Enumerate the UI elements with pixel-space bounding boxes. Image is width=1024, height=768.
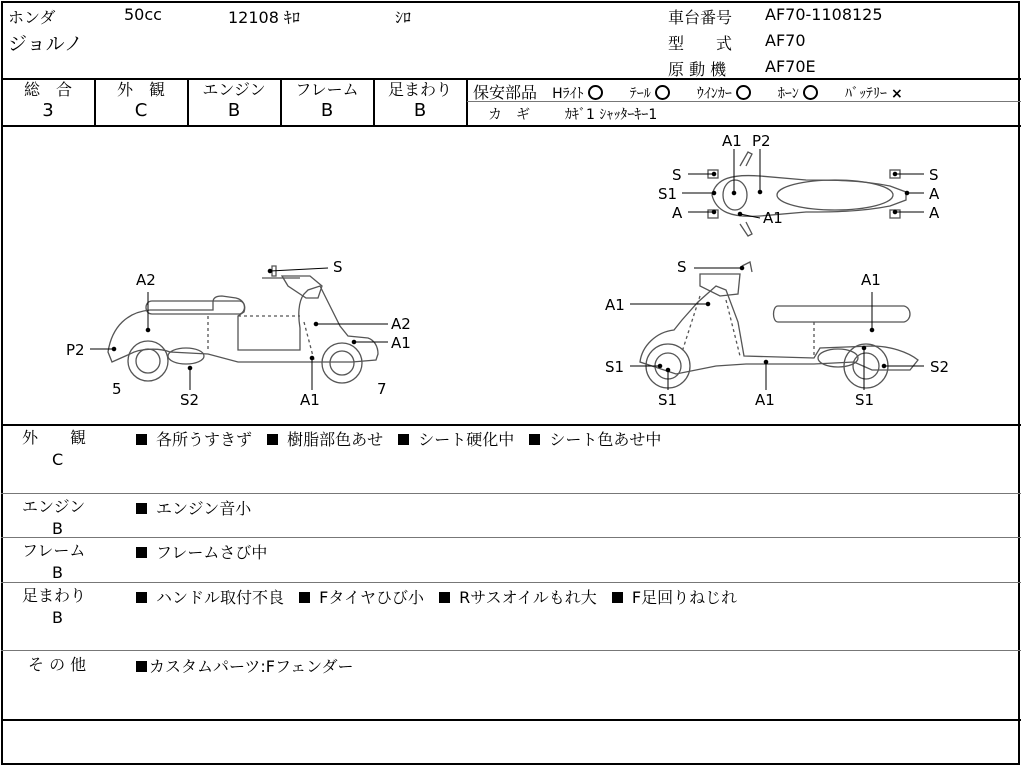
engine-label: 原 動 機 (668, 60, 727, 79)
label-top-a1: A1 (722, 132, 742, 150)
label-left-a2-top: A2 (136, 271, 156, 289)
label-top-a-right1: A (929, 185, 940, 203)
damage-diagram (0, 126, 1022, 424)
safety-horn: ﾎｰﾝ (778, 86, 818, 102)
section-frame-items (136, 540, 277, 563)
ok-circle-icon (736, 85, 751, 100)
list-item: 樹脂部色あせ (267, 430, 383, 449)
frame-no-label: 車台番号 (668, 8, 733, 27)
color: ｼﾛ (395, 8, 412, 27)
label-top-s-right: S (929, 166, 939, 184)
label-left-a1-right: A1 (391, 334, 411, 352)
label-left-7: 7 (377, 380, 387, 398)
list-item: カスタムパーツ:Fフェンダー (136, 657, 354, 676)
section-other-items (136, 654, 364, 677)
safety-taillight: ﾃｰﾙ (630, 86, 670, 102)
label-top-p2: P2 (752, 132, 771, 150)
list-item: フレームさび中 (136, 543, 267, 562)
type-label: 型 式 (668, 34, 733, 53)
label-left-a2-mid: A2 (391, 315, 411, 333)
frame-no: AF70-1108125 (765, 5, 883, 24)
section-frame-label: フレーム B (22, 541, 86, 582)
section-engine-label: エンジン B (22, 497, 86, 538)
ok-circle-icon (588, 85, 603, 100)
section-suspension-items (136, 585, 747, 608)
label-right-s2: S2 (930, 358, 950, 376)
list-item: Fタイヤひび小 (299, 588, 424, 607)
label-left-s: S (333, 258, 343, 276)
label-right-s1-left: S1 (605, 358, 625, 376)
label-right-s1-bottom: S1 (658, 391, 678, 409)
engine-value: AF70E (765, 57, 816, 76)
displacement: 50cc (124, 5, 162, 24)
label-left-a1-bottom: A1 (300, 391, 320, 409)
safety-parts (473, 80, 903, 103)
grade-suspension: 足まわり B (387, 80, 452, 121)
section-exterior-label: 外 観 C (22, 428, 87, 469)
ok-circle-icon (655, 85, 670, 100)
list-item: エンジン音小 (136, 499, 251, 518)
list-item: 各所うすきず (136, 430, 252, 449)
label-right-a1-bottom: A1 (755, 391, 775, 409)
grade-frame: フレーム B (295, 80, 359, 121)
scooter-top-view (708, 152, 906, 236)
safety-headlight: Hﾗｲﾄ (552, 86, 603, 102)
section-other-label: そ の 他 (28, 655, 87, 674)
label-right-a1-front: A1 (605, 296, 625, 314)
label-top-a-right2: A (929, 204, 940, 222)
ok-circle-icon (803, 85, 818, 100)
label-left-5: 5 (112, 380, 122, 398)
label-top-a1-bottom: A1 (763, 209, 783, 227)
safety-battery: ﾊﾞｯﾃﾘｰ × (845, 86, 903, 102)
label-left-s2: S2 (180, 391, 200, 409)
safety-winker: ｳｲﾝｶｰ (697, 86, 751, 102)
safety-label: 保安部品 (473, 83, 538, 102)
list-item: ハンドル取付不良 (136, 588, 284, 607)
label-top-s1: S1 (658, 185, 678, 203)
maker: ホンダ (8, 8, 56, 27)
grade-overall: 総 合 3 (23, 80, 72, 121)
grade-exterior: 外 観 C (116, 80, 165, 121)
grade-engine: エンジン B (202, 80, 266, 121)
list-item: F足回りねじれ (612, 588, 737, 607)
ng-cross-icon: × (891, 86, 903, 102)
label-left-p2: P2 (66, 341, 85, 359)
label-right-s: S (677, 258, 687, 276)
list-item: Rサスオイルもれ大 (439, 588, 597, 607)
list-item: シート色あせ中 (529, 430, 661, 449)
key-label: カ ギ (488, 107, 530, 123)
label-top-s-left: S (672, 166, 682, 184)
label-right-s1-rear: S1 (855, 391, 875, 409)
section-suspension-label: 足まわり B (22, 586, 87, 627)
section-exterior-items (136, 427, 671, 450)
section-engine-items (136, 496, 261, 519)
label-top-a-left: A (672, 204, 683, 222)
list-item: シート硬化中 (398, 430, 514, 449)
label-right-a1-seat: A1 (861, 271, 881, 289)
key-value: ｶｷﾞ1 ｼｬｯﾀｰｷｰ1 (565, 107, 658, 123)
type-value: AF70 (765, 31, 806, 50)
mileage: 12108 ｷﾛ (228, 8, 300, 27)
model-name: ジョルノ (8, 33, 83, 55)
